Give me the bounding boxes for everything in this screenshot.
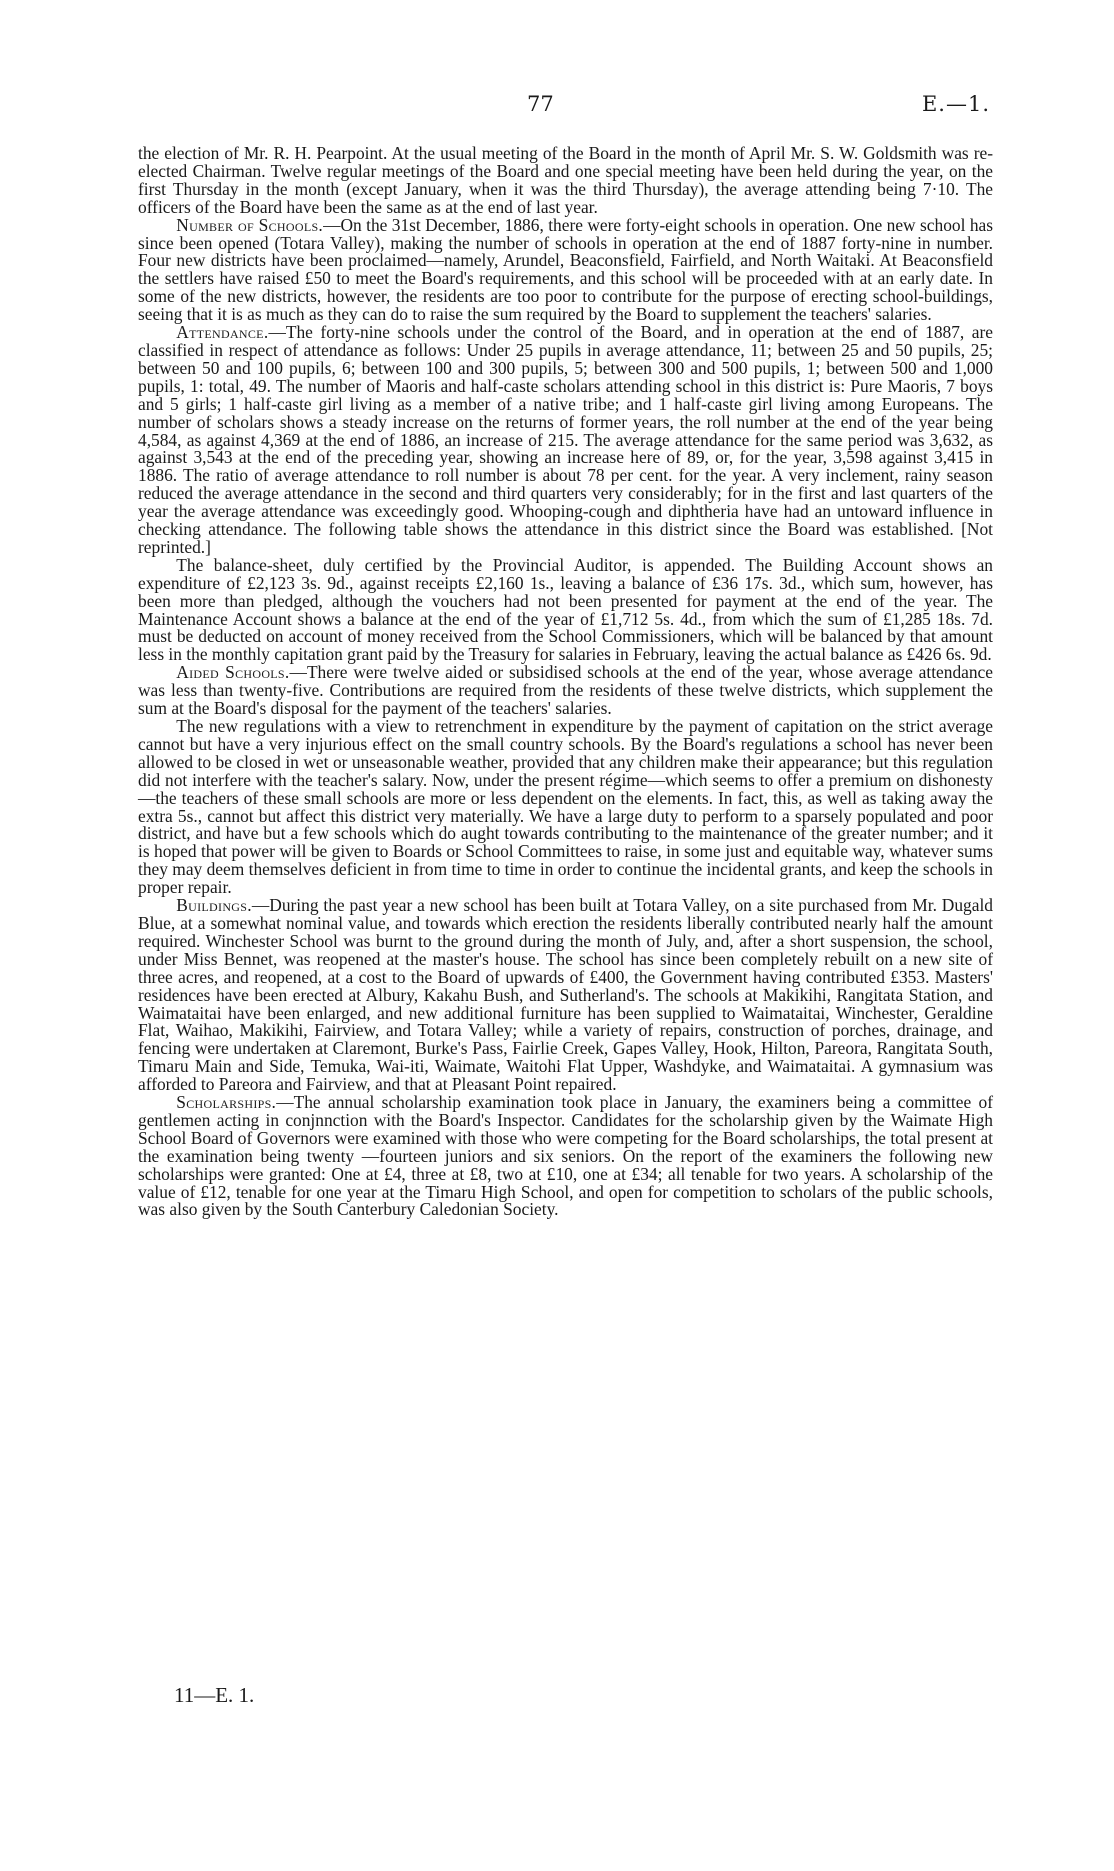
paragraph-scholarships (138, 1094, 993, 1219)
paragraph-text: The balance-sheet, duly certified by the Provincial Auditor, is appended. The Building Account shows an expenditure of £2,123 3s. 9d., against receipts £2,160 1s., leaving a balance of £36 17s. 3d., which sum, however, has been more than pledged, although the vouchers had not been presented for payment at the end of the year. The Maintenance Account shows a balance at the end of the year of £1,712 5s. 4d., from which the sum of £1,285 18s. 7d. must be deducted on account of money received from the School Commissioners, which will be balanced by that amount less in the monthly capitation grant paid by the Treasury for salaries in February, leaving the actual balance as £426 6s. 9d. (138, 554, 993, 665)
section-heading-number-of-schools: Number of Schools. (176, 214, 324, 235)
body-text (138, 145, 993, 1219)
paragraph-continuation (138, 145, 993, 217)
paragraph-text: —The forty-nine schools under the control of the Board, and in operation at the end of 1887, are classified in respect of attendance as follows: Under 25 pupils in average attendance, 11; between 25 and 50 pupils, 25; between 50 and 100 pupils, 6; between 100 and 300 pupils, 5; between 300 and 500 pupils, 1; between 500 and 1,000 pupils, 1: total, 49. The number of Maoris and half-caste scholars attending school in this district is: Pure Maoris, 7 boys and 5 girls; 1 half-caste girl living as a member of a native tribe; and 1 half-caste girl living among Europeans. The number of scholars shows a steady increase on the returns of former years, the roll number at the end of the year being 4,584, as against 4,369 at the end of 1886, an increase of 215. The average attendance for the same period was 3,632, as against 3,543 at the end of the preceding year, showing an increase here of 89, or, for the year, 3,598 against 3,415 in 1886. The ratio of average attendance to roll number is about 78 per cent. for the year. A very inclement, rainy season reduced the average attendance in the second and third quarters very considerably; for in the first and last quarters of the year the average attendance was exceedingly good. Whooping-cough and diphtheria have had an untoward influence in checking attendance. The following table shows the attendance in this district since the Board was established. [Not reprinted.] (138, 322, 993, 557)
paragraph-attendance (138, 324, 993, 557)
paragraph-text: —On the 31st December, 1886, there were forty-eight schools in operation. One new school has since been opened (Totara Valley), making the number of schools in operation at the end of 1887 forty-nine in number. Four new districts have been proclaimed—namely, Arundel, Beaconsfield, Fairfield, and North Waitaki. At Beaconsfield the settlers have raised £50 to meet the Board's requirements, and this school will be proceeded with at an early date. In some of the new districts, however, the residents are too poor to contribute for the purpose of erecting school-buildings, seeing that it is as much as they can do to raise the sum required by the Board to supplement the teachers' salaries. (138, 214, 993, 325)
footer-signature: 11—E. 1. (174, 1683, 255, 1707)
paragraph-balance-sheet (138, 554, 993, 665)
page-number: 77 (527, 92, 554, 116)
paragraph-text: The new regulations with a view to retrenchment in expenditure by the payment of capitation on the strict average cannot but have a very injurious effect on the small country schools. By the Board's regulations a school has never been allowed to be closed in wet or unseasonable weather, provided that any children make their appearance; but this regulation did not interfere with the teacher's salary. Now, under the present régime—which seems to offer a premium on dishonesty—the teachers of these small schools are more or less dependent on the elements. In fact, this, as well as taking away the extra 5s., cannot but affect this district very materially. We have a large duty to perform to a sparsely populated and poor district, and have but a few schools which do aught towards contributing to the maintenance of the greater number; and it is hoped that power will be given to Boards or School Committees to raise, in some just and equitable way, whatever sums they may deem themselves deficient in from time to time in order to continue the incidental grants, and keep the schools in proper repair. (138, 716, 993, 898)
section-code: E.—1. (921, 92, 990, 116)
paragraph-new-regulations (138, 718, 993, 897)
paragraph-text: —During the past year a new school has been built at Totara Valley, on a site purchased from Mr. Dugald Blue, at a somewhat nominal value, and towards which erection the residents liberally contributed nearly half the amount required. Winchester School was burnt to the ground during the month of July, and, after a short suspension, the school, under Miss Bennet, was reopened at the master's house. The school has since been completely rebuilt on a new site of three acres, and reopened, at a cost to the Board of upwards of £400, the Government having contributed £353. Masters' residences have been erected at Albury, Kakahu Bush, and Sutherland's. The schools at Makikihi, Rangitata Station, and Waimataitai have been enlarged, and new additional furniture has been supplied to Waimataitai, Winchester, Geraldine Flat, Waihao, Makikihi, Fairview, and Totara Valley; while a variety of repairs, construction of porches, drainage, and fencing were undertaken at Claremont, Burke's Pass, Fairlie Creek, Gapes Valley, Hook, Hilton, Pareora, Rangitata South, Timaru Main and Side, Temuka, Wai-iti, Waimate, Waitohi Flat Upper, Washdyke, and Waimataitai. A gymnasium was afforded to Pareora and Fairview, and that at Pleasant Point repaired. (138, 895, 993, 1095)
section-heading-aided-schools: Aided Schools. (176, 662, 290, 683)
paragraph-text: —The annual scholarship examination took place in January, the examiners being a committee of gentlemen acting in conjnnction with the Board's Inspector. Candidates for the scholarship given by the Waimate High School Board of Governors were examined with those who were competing for the Board scholarships, the total present at the examination being twenty —fourteen juniors and six seniors. On the report of the examiners the following new scholarships were granted: One at £4, three at £8, two at £10, one at £34; all tenable for two years. A scholarship of the value of £12, tenable for one year at the Timaru High School, and open for competition to scholars of the public schools, was also given by the South Canterbury Caledonian Society. (138, 1092, 993, 1220)
section-heading-scholarships: Scholarships. (176, 1092, 277, 1113)
section-heading-attendance: Attendance. (176, 322, 269, 343)
paragraph-buildings (138, 897, 993, 1094)
paragraph-text: the election of Mr. R. H. Pearpoint. At the usual meeting of the Board in the month of April Mr. S. W. Goldsmith was re-elected Chairman. Twelve regular meetings of the Board and one special meeting have been held during the year, on the first Thursday in the month (except January, when it was the third Thursday), the average attending being 7·10. The officers of the Board have been the same as at the end of last year. (138, 143, 993, 217)
section-heading-buildings: Buildings. (176, 895, 252, 916)
paragraph-number-of-schools (138, 214, 993, 325)
paragraph-text: —There were twelve aided or subsidised schools at the end of the year, whose average attendance was less than twenty-five. Contributions are required from the residents of these twelve districts, which supplement the sum at the Board's disposal for the payment of the teachers' salaries. (138, 662, 993, 719)
paragraph-aided-schools (138, 664, 993, 718)
